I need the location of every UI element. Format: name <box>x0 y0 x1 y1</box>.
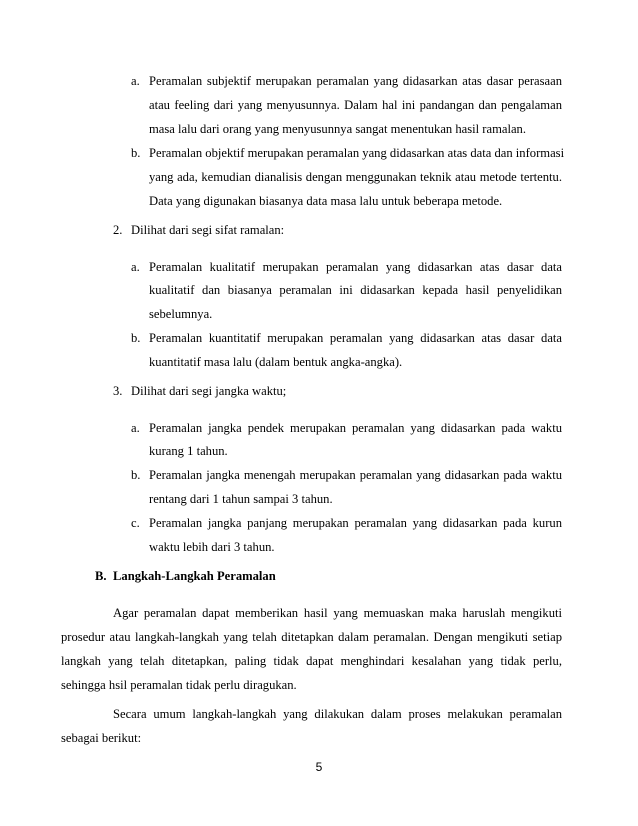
text-line: masa lalu dari orang yang menyusunnya sangat menentukan hasil ramalan. <box>149 122 526 136</box>
text-line: Peramalan subjektif merupakan peramalan yang didasarkan atas dasar perasaan <box>149 74 562 88</box>
text-line: kurang 1 tahun. <box>149 444 228 458</box>
paragraph-line: langkah yang telah ditetapkan, paling tidak dapat menghindari kesalahan yang tidak perlu, <box>61 654 562 668</box>
list-marker: a. <box>131 260 140 274</box>
text-line: kuantitatif masa lalu (dalam bentuk angka-angka). <box>149 355 403 369</box>
text-line: rentang dari 1 tahun sampai 3 tahun. <box>149 492 333 506</box>
text-line: Peramalan jangka pendek merupakan peramalan yang didasarkan pada waktu <box>149 421 562 435</box>
text-line: yang ada, kemudian dianalisis dengan menggunakan teknik atau metode tertentu. <box>149 170 562 184</box>
text-line: Peramalan kuantitatif merupakan peramalan yang didasarkan atas dasar data <box>149 331 562 345</box>
list-marker: b. <box>131 146 141 160</box>
text-line: Peramalan jangka panjang merupakan peramalan yang didasarkan pada kurun <box>149 516 562 530</box>
list-marker: a. <box>131 421 140 435</box>
paragraph-line: sebagai berikut: <box>61 731 142 745</box>
section-marker: B. <box>95 569 107 583</box>
text-line: Data yang digunakan biasanya data masa lalu untuk beberapa metode. <box>149 194 503 208</box>
text-line: Peramalan kualitatif merupakan peramalan yang didasarkan atas dasar data <box>149 260 562 274</box>
text-line: kualitatif dan biasanya peramalan ini didasarkan kepada hasil penyelidikan <box>149 283 562 297</box>
list-marker: 2. <box>113 223 123 237</box>
text-line: Peramalan objektif merupakan peramalan yang didasarkan atas data dan informasi <box>149 146 565 160</box>
list-marker: a. <box>131 74 140 88</box>
paragraph-line: sehingga hsil peramalan tidak perlu diragukan. <box>61 678 297 692</box>
text-line: atau feeling dari yang menyusunnya. Dalam hal ini pandangan dan pengalaman <box>149 98 562 112</box>
text-line: Peramalan jangka menengah merupakan peramalan yang didasarkan pada waktu <box>149 468 562 482</box>
paragraph-line: prosedur atau langkah-langkah yang telah ditetapkan dalam peramalan. Dengan mengikuti setiap <box>61 630 562 644</box>
section-title: Langkah-Langkah Peramalan <box>113 569 276 583</box>
text-line: sebelumnya. <box>149 307 213 321</box>
list-marker: 3. <box>113 384 123 398</box>
list-marker: b. <box>131 468 141 482</box>
page-number: 5 <box>315 760 323 774</box>
list-marker: c. <box>131 516 140 530</box>
paragraph-line: Secara umum langkah-langkah yang dilakukan dalam proses melakukan peramalan <box>113 707 562 721</box>
list-item-heading: Dilihat dari segi sifat ramalan: <box>131 223 285 237</box>
list-item-heading: Dilihat dari segi jangka waktu; <box>131 384 287 398</box>
text-line: waktu lebih dari 3 tahun. <box>149 540 275 554</box>
paragraph-line: Agar peramalan dapat memberikan hasil yang memuaskan maka haruslah mengikuti <box>113 606 562 620</box>
list-marker: b. <box>131 331 141 345</box>
